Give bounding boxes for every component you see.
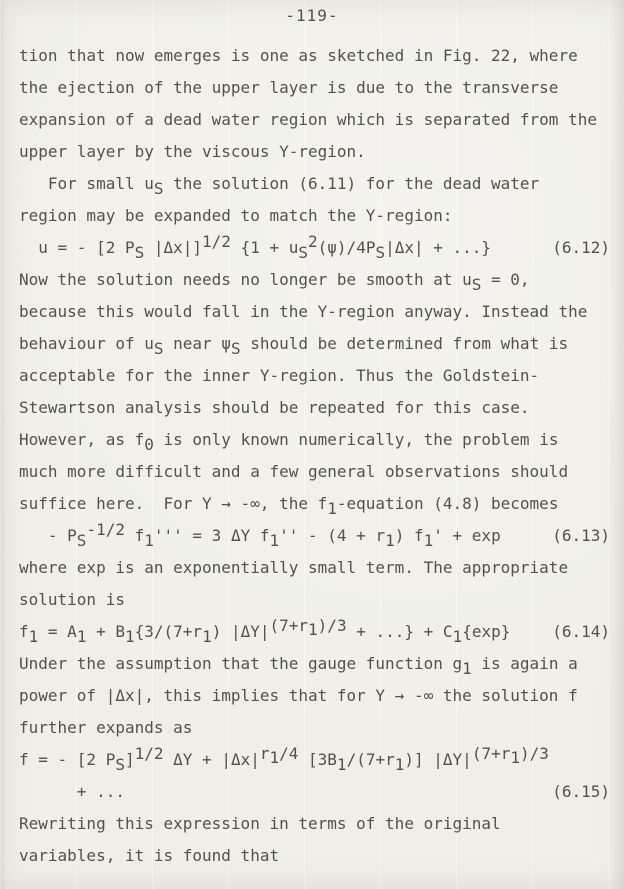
text-segment: the solution (6.11) for the dead water	[163, 174, 540, 193]
text-segment: 1	[144, 531, 154, 550]
text-line	[19, 264, 610, 296]
text-segment: 1	[28, 627, 39, 646]
text-segment: = 0,	[481, 270, 530, 289]
text-segment: power of |Δx|, this implies that for Y → -∞ the solution f	[19, 686, 578, 705]
text-segment: (7+r	[269, 616, 309, 635]
text-line	[19, 360, 610, 392]
text-segment: because this would fall in the Y-region anyway. Instead the	[19, 302, 588, 321]
text-segment: suffice here. For Y → -∞, the f	[19, 494, 328, 513]
text-segment: {exp}	[462, 622, 511, 641]
text-segment: is only known numerically, the problem is	[153, 430, 559, 449]
text-segment: -1/2	[86, 520, 125, 539]
text-segment: S	[375, 243, 386, 262]
equation-number: (6.14)	[552, 622, 610, 641]
text-segment: /(7+r	[346, 750, 395, 769]
text-segment: 1	[269, 531, 280, 550]
text-segment: solution is	[19, 590, 125, 609]
text-segment: (ψ)/4P	[317, 238, 376, 257]
text-line	[19, 584, 610, 616]
text-segment: is again a	[471, 654, 578, 673]
text-line	[19, 424, 610, 456]
text-segment: tion that now emerges is one as sketched in Fig. 22, where	[19, 46, 578, 65]
text-segment: ''' = 3 ΔY f	[153, 526, 270, 545]
page-body	[0, 40, 624, 872]
text-segment: 1	[510, 748, 520, 767]
text-segment: ) f	[394, 526, 424, 545]
text-line	[19, 168, 610, 200]
text-segment: u = - [2 P	[19, 238, 135, 257]
text-segment: + B	[86, 622, 125, 641]
text-segment: |Δx|]	[144, 238, 203, 257]
page-number: -119-	[285, 6, 339, 25]
text-segment: r	[259, 744, 270, 763]
text-segment: Rewriting this expression in terms of the original	[19, 814, 501, 833]
text-segment: 1	[452, 627, 463, 646]
text-segment: ΔY + |Δx|	[163, 750, 260, 769]
text-segment: 1	[327, 499, 337, 518]
text-line	[19, 296, 610, 328]
text-segment: Stewartson analysis should be repeated for this case.	[19, 398, 530, 417]
text-line	[19, 392, 610, 424]
text-segment: '' - (4 + r	[279, 526, 386, 545]
text-segment: region may be expanded to match the Y-region:	[19, 206, 453, 225]
text-line	[19, 328, 610, 360]
text-segment: further expands as	[19, 718, 193, 737]
text-line	[19, 136, 610, 168]
text-segment: {1 + u	[230, 238, 299, 257]
text-segment: )/3	[317, 616, 347, 635]
equation-line	[19, 232, 610, 264]
text-segment: S	[471, 275, 482, 294]
text-segment: 1	[394, 755, 405, 774]
text-segment: the ejection of the upper layer is due to the transverse	[19, 78, 559, 97]
equation-number: (6.15)	[552, 782, 610, 801]
text-segment: S	[134, 243, 145, 262]
text-segment: near ψ	[163, 334, 231, 353]
text-segment: S	[230, 339, 241, 358]
text-segment: 1	[423, 531, 434, 550]
text-segment: ) |ΔY|	[211, 622, 270, 641]
text-line	[19, 552, 610, 584]
text-segment: ]	[124, 750, 135, 769]
text-segment: 1	[76, 627, 87, 646]
text-line	[19, 840, 610, 872]
text-line	[19, 680, 610, 712]
equation-line	[19, 520, 610, 552]
text-segment: 1	[462, 659, 472, 678]
text-line	[19, 744, 610, 776]
text-segment: 1/2	[134, 744, 164, 763]
text-segment: 1	[308, 620, 318, 639]
text-segment: [3B	[298, 750, 337, 769]
text-segment: should be determined from what is	[240, 334, 569, 353]
equation-number: (6.12)	[552, 238, 610, 257]
text-segment: f	[124, 526, 145, 545]
text-segment: S	[76, 531, 87, 550]
text-line	[19, 72, 610, 104]
equation-line	[19, 776, 610, 808]
text-segment: )] |ΔY|	[404, 750, 472, 769]
text-segment: 1	[124, 627, 135, 646]
text-segment: However, as f	[19, 430, 145, 449]
text-segment: S	[153, 179, 164, 198]
text-line	[19, 648, 610, 680]
text-segment: 1	[202, 627, 212, 646]
equation-line	[19, 616, 610, 648]
text-segment: S	[115, 755, 125, 774]
text-segment: Now the solution needs no longer be smooth at u	[19, 270, 472, 289]
text-segment: much more difficult and a few general observations should	[19, 462, 569, 481]
text-segment: 1	[336, 755, 347, 774]
text-segment: Under the assumption that the gauge function g	[19, 654, 463, 673]
equation-number: (6.13)	[552, 526, 610, 545]
text-segment: 1/2	[202, 232, 231, 251]
text-segment: variables, it is found that	[19, 846, 280, 865]
text-segment: 1	[269, 748, 280, 767]
text-segment: ' + exp	[433, 526, 501, 545]
text-segment: = A	[38, 622, 77, 641]
text-segment: acceptable for the inner Y-region. Thus the Goldstein-	[19, 366, 540, 385]
text-segment: S	[298, 243, 309, 262]
text-segment: /4	[279, 744, 299, 763]
text-segment: expansion of a dead water region which is separated from the	[19, 110, 597, 129]
text-segment: S	[153, 339, 164, 358]
text-segment: 2	[308, 232, 318, 251]
text-segment: f	[19, 622, 29, 641]
text-segment: {3/(7+r	[134, 622, 203, 641]
text-segment: (7+r	[471, 744, 511, 763]
text-segment: + ...	[19, 782, 125, 801]
text-segment: where exp is an exponentially small term. The appropriate	[19, 558, 569, 577]
text-segment: 0	[144, 435, 154, 454]
text-segment: -equation (4.8) becomes	[336, 494, 559, 513]
text-segment: - P	[19, 526, 77, 545]
text-line	[19, 40, 610, 72]
text-segment: |Δx| + ...}	[385, 238, 492, 257]
text-segment: )/3	[519, 744, 549, 763]
text-segment: For small u	[19, 174, 154, 193]
text-line	[19, 456, 610, 488]
text-segment: f = - [2 P	[19, 750, 116, 769]
text-segment: + ...} + C	[346, 622, 453, 641]
text-segment: upper layer by the viscous Y-region.	[19, 142, 366, 161]
text-segment: 1	[385, 531, 395, 550]
text-line	[19, 808, 610, 840]
text-line	[19, 104, 610, 136]
text-segment: behaviour of u	[19, 334, 154, 353]
